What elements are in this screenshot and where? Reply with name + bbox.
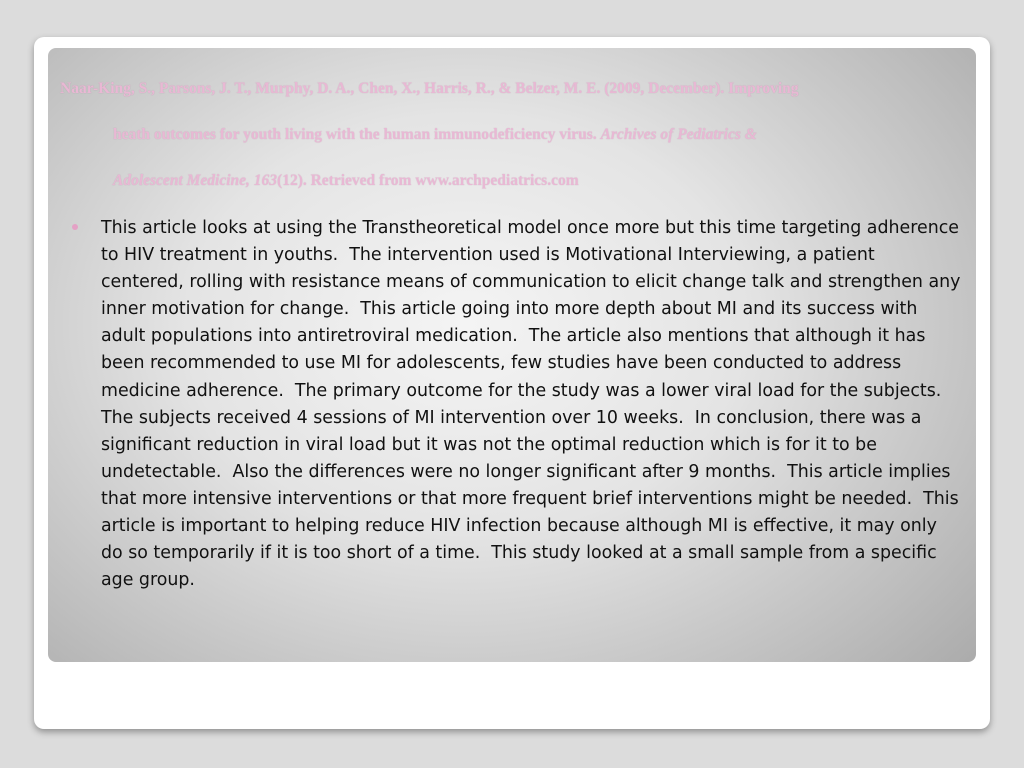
content-panel (48, 48, 976, 662)
citation-article-title: heath outcomes for youth living with the human immunodeficiency virus. (113, 126, 601, 143)
reference-citation (60, 78, 970, 192)
citation-line-authors: Naar-King, S., Parsons, J. T., Murphy, D. A., Chen, X., Harris, R., & Belzer, M. E. (2009, December). Improving (60, 80, 799, 97)
bullet-marker-icon (72, 224, 78, 230)
summary-paragraph: This article looks at using the Transtheoretical model once more but this time targeting adherence to HIV treatment in youths. The intervention used is Motivational Interviewing, a patient centered, rolling with resistance means of communication to elicit change talk and strengthen any inner motivation for change. This article going into more depth about MI and its success with adult populations into antiretroviral medication. The article also mentions that although it has been recommended to use MI for adolescents, few studies have been conducted to address medicine adherence. The primary outcome for the study was a lower viral load for the subjects. The subjects received 4 sessions of MI intervention over 10 weeks. In conclusion, there was a significant reduction in viral load but it was not the optimal reduction which is for it to be undetectable. Also the differences were no longer significant after 9 months. This article implies that more intensive interventions or that more frequent brief interventions might be needed. This article is important to helping reduce HIV infection because although MI is effective, it may only do so temporarily if it is too short of a time. This study looked at a small sample from a specific age group. (101, 218, 966, 591)
citation-journal-volume: Adolescent Medicine, 163 (113, 172, 278, 189)
citation-line-source (60, 170, 970, 192)
citation-retrieval: (12). Retrieved from www.archpediatrics.com (277, 172, 579, 189)
citation-journal-name: Archives of Pediatrics & (600, 126, 757, 143)
summary-bullet (72, 215, 966, 594)
citation-line-title (60, 124, 970, 146)
